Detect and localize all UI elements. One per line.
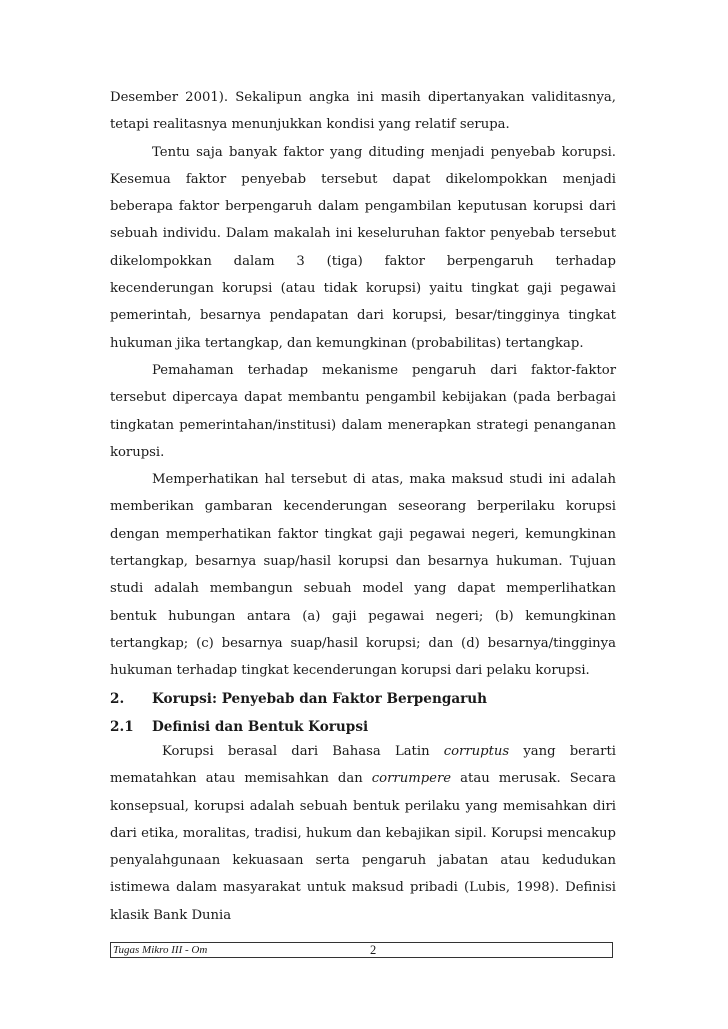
subsection-title: Definisi dan Bentuk Korupsi bbox=[152, 719, 369, 735]
paragraph-1: Desember 2001). Sekalipun angka ini masih dipertanyakan validitasnya, tetapi realitasnya menunjukkan kondisi yang relatif serupa. bbox=[110, 90, 616, 133]
footer-label: Tugas Mikro III - Om bbox=[113, 944, 208, 956]
paragraph-5-part-b: yang berarti mematahkan atau memisahkan dan bbox=[110, 744, 616, 787]
body-text-bottom bbox=[110, 738, 616, 929]
paragraph-5-part-c: atau merusak. Secara konsepsual, korupsi adalah sebuah bentuk perilaku yang memisahkan diri dari etika, moralitas, tradisi, hukum dan kebajikan sipil. Korupsi mencakup penyalahgunaan kekuasaan serta pengaruh jabatan atau kedudukan istimewa dalam masyarakat untuk maksud pribadi (Lubis, 1998). Definisi klasik Bank Dunia bbox=[110, 771, 617, 923]
section-number: 2. bbox=[110, 691, 125, 707]
latin-term-corrumpere: corrumpere bbox=[371, 771, 452, 787]
latin-term-corruptus: corruptus bbox=[443, 744, 510, 759]
paragraph-3: Pemahaman terhadap mekanisme pengaruh dari faktor-faktor tersebut dipercaya dapat membantu pengambil kebijakan (pada berbagai tingkatan pemerintahan/institusi) dalam menerapkan strategi penanganan korupsi. bbox=[110, 362, 616, 460]
subsection-number: 2.1 bbox=[110, 719, 134, 735]
page-number: 2 bbox=[370, 943, 377, 957]
paragraph-2: Tentu saja banyak faktor yang dituding menjadi penyebab korupsi. Kesemua faktor penyebab tersebut dapat dikelompokkan menjadi beberapa faktor berpengaruh dalam pengambilan keputusan korupsi dari sebuah individu. Dalam makalah ini keseluruhan faktor penyebab tersebut dikelompokkan dalam 3 (tiga) faktor berpengaruh terhadap kecenderungan korupsi (atau tidak korupsi) yaitu tingkat gaji pegawai pemerintah, besarnya pendapatan dari korupsi, besar/tingginya tingkat hukuman jika tertangkap, dan kemungkinan (probabilitas) tertangkap. bbox=[110, 144, 616, 351]
body-text-top bbox=[110, 84, 616, 685]
paragraph-5 bbox=[110, 738, 616, 929]
section-title: Korupsi: Penyebab dan Faktor Berpengaruh bbox=[152, 691, 488, 707]
page-footer bbox=[110, 942, 613, 958]
paragraph-5-part-a: Korupsi berasal dari Bahasa Latin bbox=[162, 744, 444, 759]
paragraph-4: Memperhatikan hal tersebut di atas, maka maksud studi ini adalah memberikan gambaran kecenderungan seseorang berperilaku korupsi dengan memperhatikan faktor tingkat gaji pegawai negeri, kemungkinan tertangkap, besarnya suap/hasil korupsi dan besarnya hukuman. Tujuan studi adalah membangun sebuah model yang dapat memperlihatkan bentuk hubungan antara (a) gaji pegawai negeri; (b) kemungkinan tertangkap; (c) besarnya suap/hasil korupsi; dan (d) besarnya/tingginya hukuman terhadap tingkat kecenderungan korupsi dari pelaku korupsi. bbox=[110, 472, 616, 679]
